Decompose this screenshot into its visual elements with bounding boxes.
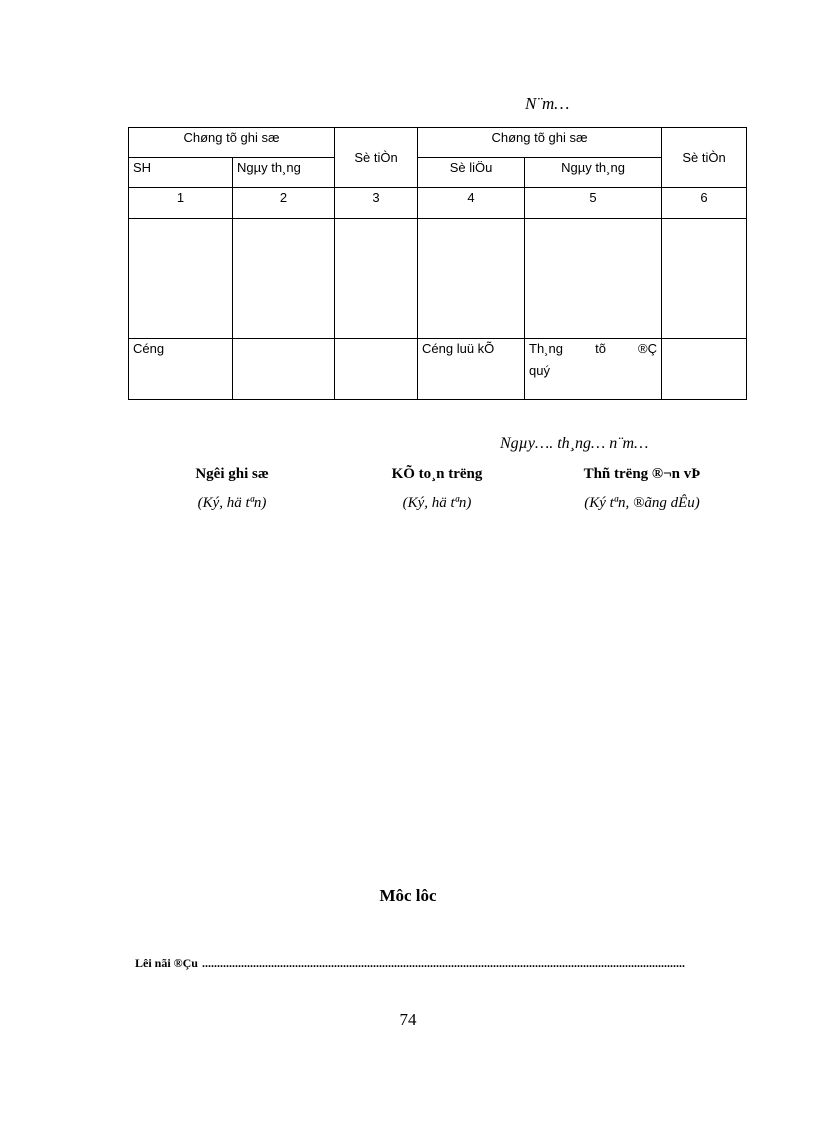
toc-entry-leader: ................................................................................................................................................................. — [201, 956, 685, 970]
quarter-word-1: Th¸ng — [529, 341, 563, 356]
signature-date-line: Ngµy…. th¸ng… n¨m… — [500, 435, 649, 452]
amount-header-left: Sè tiÒn — [335, 128, 418, 188]
quarter-word-4: quý — [529, 363, 550, 378]
recorder-hint: (Ký, hä tªn) — [197, 495, 267, 511]
head-signature-block — [542, 466, 742, 512]
amount-header-right: Sè tiÒn — [662, 128, 747, 188]
body-cell — [418, 219, 525, 339]
col-number-cell: 3 — [335, 188, 418, 219]
total-label: Céng — [129, 339, 233, 400]
quarter-start-label — [525, 339, 662, 400]
accountant-hint: (Ký, hä tªn) — [402, 495, 472, 511]
body-cell — [233, 219, 335, 339]
accumulated-label: Céng luü kÕ — [418, 339, 525, 400]
body-cell — [662, 219, 747, 339]
toc-title: Môc lôc — [379, 886, 437, 905]
quarter-word-3: ®Ç — [638, 341, 658, 356]
accountant-signature-block — [337, 466, 537, 512]
recorder-signature-block — [132, 466, 332, 512]
total-cell — [233, 339, 335, 400]
table-subheader-row — [129, 158, 747, 188]
col-number-cell: 4 — [418, 188, 525, 219]
body-cell — [129, 219, 233, 339]
total-cell — [662, 339, 747, 400]
col-number-cell: 5 — [525, 188, 662, 219]
head-hint: (Ký tªn, ®ãng dÊu) — [584, 495, 700, 511]
accountant-title: KÕ to¸n trëng — [391, 466, 483, 482]
year-line: N¨m… — [525, 94, 570, 113]
table-body-row — [129, 219, 747, 339]
head-title: Thñ trëng ®¬n vÞ — [583, 466, 701, 482]
quarter-word-2: tõ — [595, 341, 606, 356]
total-cell — [335, 339, 418, 400]
col-number-cell: 1 — [129, 188, 233, 219]
toc-entry-label: Lêi nãi ®Çu — [135, 956, 198, 970]
body-cell — [525, 219, 662, 339]
col-number-cell: 2 — [233, 188, 335, 219]
table-total-row — [129, 339, 747, 400]
subheader-number: Sè liÖu — [418, 158, 525, 188]
subheader-sh: SH — [129, 158, 233, 188]
ledger-table — [128, 127, 747, 400]
column-number-row — [129, 188, 747, 219]
voucher-group-header-left: Chøng tõ ghi sæ — [129, 128, 335, 158]
page-number: 74 — [399, 1010, 417, 1029]
body-cell — [335, 219, 418, 339]
voucher-group-header-right: Chøng tõ ghi sæ — [418, 128, 662, 158]
col-number-cell: 6 — [662, 188, 747, 219]
toc-entry[interactable] — [135, 956, 740, 971]
table-header-row — [129, 128, 747, 158]
subheader-date-left: Ngµy th¸ng — [233, 158, 335, 188]
recorder-title: Ngêi ghi sæ — [195, 466, 269, 482]
subheader-date-right: Ngµy th¸ng — [525, 158, 662, 188]
